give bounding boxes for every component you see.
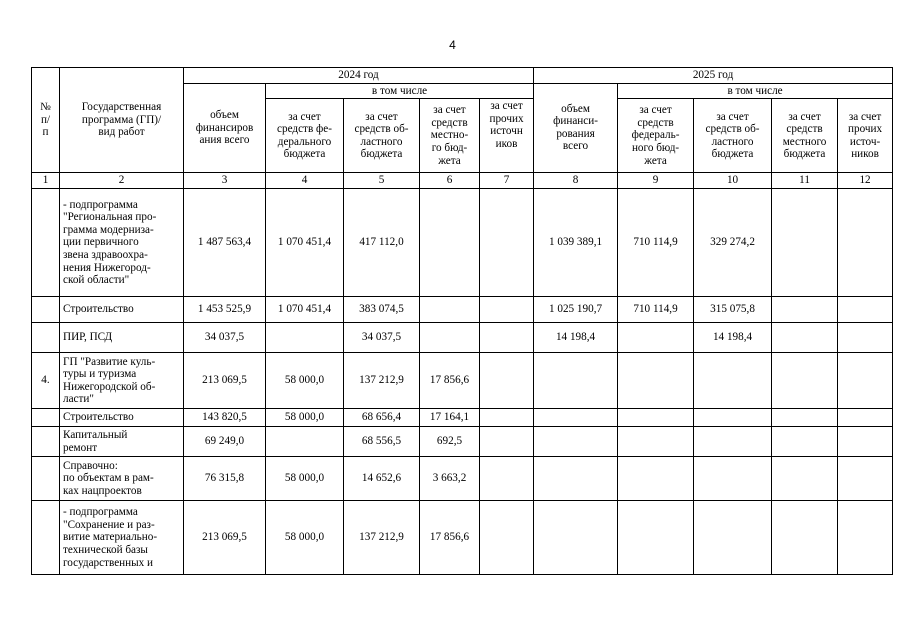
value-cell [480, 323, 534, 353]
page-number: 4 [449, 38, 456, 52]
header-including-2025: в том числе [618, 83, 893, 99]
column-number-cell: 7 [480, 173, 534, 189]
row-number-cell [32, 457, 60, 501]
header-regional-2025: за счет средств об- ластного бюджета [694, 99, 772, 173]
value-cell: 69 249,0 [184, 427, 266, 457]
row-number-cell [32, 501, 60, 575]
header-other-2025: за счет прочих источ- ников [838, 99, 893, 173]
value-cell: 17 856,6 [420, 501, 480, 575]
header-local-2024: за счет средств местно- го бюд- жета [420, 99, 480, 173]
header-total-2024: объем финансиров ания всего [184, 83, 266, 173]
column-number-cell: 9 [618, 173, 694, 189]
header-year-2025: 2025 год [534, 68, 893, 84]
value-cell: 213 069,5 [184, 353, 266, 409]
program-name-cell: ПИР, ПСД [60, 323, 184, 353]
value-cell [480, 353, 534, 409]
column-number-cell: 1 [32, 173, 60, 189]
value-cell: 58 000,0 [266, 353, 344, 409]
value-cell [838, 409, 893, 427]
value-cell: 315 075,8 [694, 297, 772, 323]
value-cell: 58 000,0 [266, 457, 344, 501]
value-cell: 417 112,0 [344, 189, 420, 297]
header-local-2025: за счет средств местного бюджета [772, 99, 838, 173]
value-cell [694, 427, 772, 457]
value-cell [772, 457, 838, 501]
value-cell [772, 501, 838, 575]
value-cell: 710 114,9 [618, 297, 694, 323]
value-cell: 329 274,2 [694, 189, 772, 297]
table-row [32, 427, 893, 457]
program-name-cell: Справочно: по объектам в рам- ках нацпроектов [60, 457, 184, 501]
row-number-cell [32, 427, 60, 457]
column-number-cell: 10 [694, 173, 772, 189]
column-number-cell: 4 [266, 173, 344, 189]
value-cell [480, 427, 534, 457]
value-cell: 1 039 389,1 [534, 189, 618, 297]
column-number-cell: 12 [838, 173, 893, 189]
header-row-number: № п/ п [32, 68, 60, 173]
table-body [32, 189, 893, 575]
value-cell [480, 189, 534, 297]
value-cell: 68 656,4 [344, 409, 420, 427]
value-cell [480, 457, 534, 501]
value-cell [838, 427, 893, 457]
value-cell: 137 212,9 [344, 353, 420, 409]
row-number-cell [32, 297, 60, 323]
row-number-cell [32, 323, 60, 353]
value-cell: 76 315,8 [184, 457, 266, 501]
value-cell [838, 297, 893, 323]
header-federal-2024: за счет средств фе- дерального бюджета [266, 99, 344, 173]
value-cell [772, 427, 838, 457]
table-row [32, 457, 893, 501]
value-cell: 17 856,6 [420, 353, 480, 409]
value-cell: 34 037,5 [344, 323, 420, 353]
value-cell [838, 501, 893, 575]
value-cell [480, 501, 534, 575]
column-number-cell: 6 [420, 173, 480, 189]
value-cell [694, 457, 772, 501]
value-cell: 68 556,5 [344, 427, 420, 457]
value-cell [618, 427, 694, 457]
row-number-cell [32, 409, 60, 427]
program-name-cell: Строительство [60, 297, 184, 323]
value-cell [420, 189, 480, 297]
value-cell [480, 297, 534, 323]
value-cell [772, 189, 838, 297]
value-cell: 1 025 190,7 [534, 297, 618, 323]
value-cell: 710 114,9 [618, 189, 694, 297]
row-number-cell: 4. [32, 353, 60, 409]
value-cell: 58 000,0 [266, 409, 344, 427]
column-numbers-row [32, 173, 893, 189]
table-row [32, 353, 893, 409]
value-cell: 14 652,6 [344, 457, 420, 501]
value-cell [772, 353, 838, 409]
value-cell [534, 353, 618, 409]
value-cell [420, 323, 480, 353]
value-cell: 17 164,1 [420, 409, 480, 427]
header-including-2024: в том числе [266, 83, 534, 99]
value-cell [838, 353, 893, 409]
value-cell [420, 297, 480, 323]
value-cell: 14 198,4 [534, 323, 618, 353]
program-name-cell: Строительство [60, 409, 184, 427]
program-name-cell: Капитальный ремонт [60, 427, 184, 457]
value-cell: 3 663,2 [420, 457, 480, 501]
table-row [32, 189, 893, 297]
value-cell [618, 353, 694, 409]
value-cell: 1 487 563,4 [184, 189, 266, 297]
value-cell: 34 037,5 [184, 323, 266, 353]
value-cell: 14 198,4 [694, 323, 772, 353]
header-total-2025: объем финанси- рования всего [534, 83, 618, 173]
value-cell [838, 189, 893, 297]
value-cell [266, 323, 344, 353]
header-federal-2025: за счет средств федераль- ного бюд- жета [618, 99, 694, 173]
value-cell [694, 409, 772, 427]
value-cell [534, 409, 618, 427]
table-row [32, 323, 893, 353]
value-cell: 692,5 [420, 427, 480, 457]
value-cell [694, 353, 772, 409]
value-cell [618, 501, 694, 575]
header-other-2024: за счет прочих источн иков [480, 99, 534, 173]
value-cell [618, 457, 694, 501]
value-cell: 1 070 451,4 [266, 189, 344, 297]
column-number-cell: 8 [534, 173, 618, 189]
financing-table [31, 67, 893, 575]
value-cell [772, 297, 838, 323]
table-row [32, 501, 893, 575]
value-cell [618, 323, 694, 353]
table-row [32, 297, 893, 323]
value-cell: 1 453 525,9 [184, 297, 266, 323]
table-row [32, 409, 893, 427]
column-number-cell: 5 [344, 173, 420, 189]
value-cell [534, 457, 618, 501]
value-cell: 143 820,5 [184, 409, 266, 427]
value-cell [534, 427, 618, 457]
value-cell: 58 000,0 [266, 501, 344, 575]
value-cell [772, 323, 838, 353]
value-cell [838, 457, 893, 501]
value-cell [534, 501, 618, 575]
column-number-cell: 3 [184, 173, 266, 189]
program-name-cell: ГП "Развитие куль- туры и туризма Нижегородской об- ласти" [60, 353, 184, 409]
value-cell [480, 409, 534, 427]
value-cell: 1 070 451,4 [266, 297, 344, 323]
program-name-cell: - подпрограмма "Региональная про- грамма модерниза- ции первичного звена здравоохра- нения Нижегород- ской области" [60, 189, 184, 297]
column-number-cell: 2 [60, 173, 184, 189]
value-cell: 383 074,5 [344, 297, 420, 323]
header-program: Государственная программа (ГП)/ вид работ [60, 68, 184, 173]
value-cell [838, 323, 893, 353]
value-cell: 137 212,9 [344, 501, 420, 575]
value-cell [694, 501, 772, 575]
value-cell [618, 409, 694, 427]
row-number-cell [32, 189, 60, 297]
program-name-cell: - подпрограмма "Сохранение и раз- витие материально- технической базы государственных и [60, 501, 184, 575]
value-cell: 213 069,5 [184, 501, 266, 575]
value-cell [772, 409, 838, 427]
value-cell [266, 427, 344, 457]
header-regional-2024: за счет средств об- ластного бюджета [344, 99, 420, 173]
column-number-cell: 11 [772, 173, 838, 189]
header-year-2024: 2024 год [184, 68, 534, 84]
